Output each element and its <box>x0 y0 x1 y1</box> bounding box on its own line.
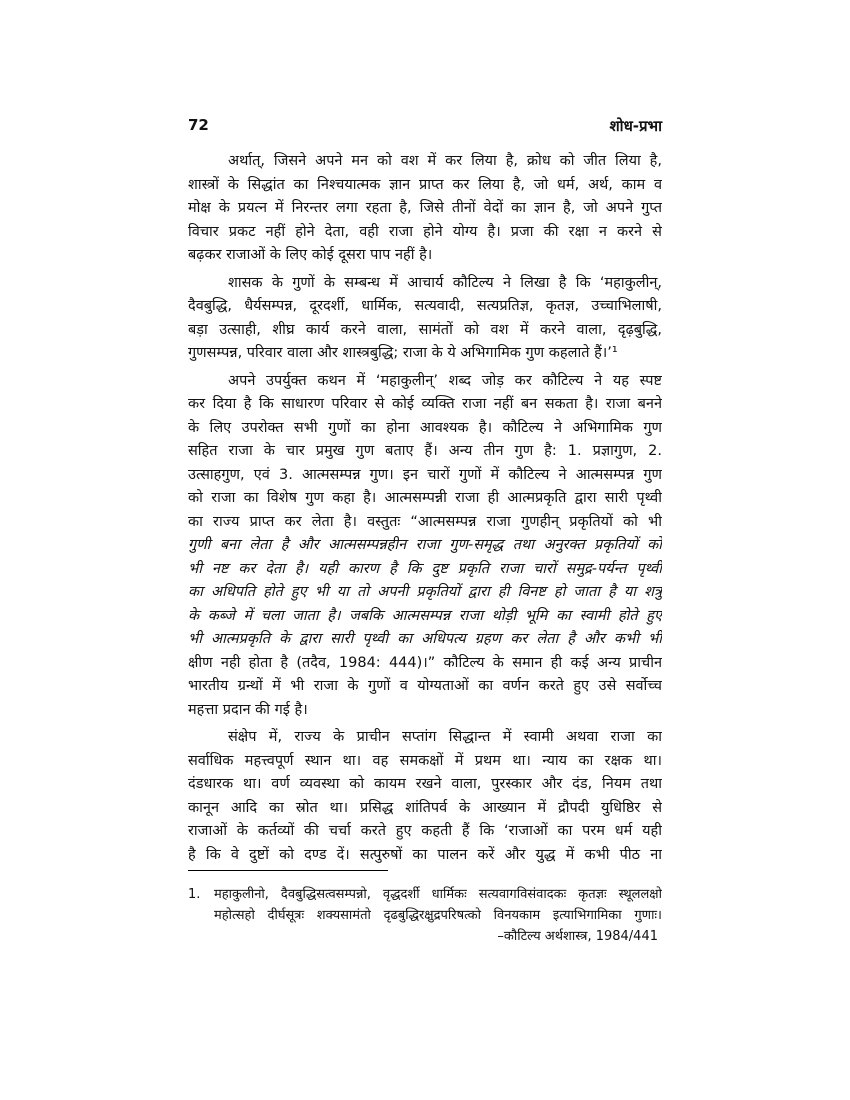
footnote <box>188 884 662 947</box>
text-line: गुणसम्पन्न, परिवार वाला और शास्त्रबुद्धि; राजा के ये अभिगामिक गुण कहलाते हैं।’¹ <box>188 345 618 361</box>
paragraph-3 <box>188 370 662 723</box>
quoted-text-line: का अधिपति होते हुए भी या तो अपनी प्रकृतियों द्वारा ही विनष्ट हो जाता है या शत्रु <box>188 584 662 600</box>
footnote-text: महाकुलीनो, दैवबुद्धिसत्वसम्पन्नो, वृद्धदर्शी धार्मिकः सत्यवागविसंवादकः कृतज्ञः स्थूललक्षो <box>214 887 662 902</box>
quoted-text-line: के कब्जे में चला जाता है। जबकि आत्मसम्पन्न राजा थोड़ी भूमि का स्वामी होते हुए <box>188 607 662 624</box>
text-line: दंडधारक था। वर्ण व्यवस्था को कायम रखने वाला, पुरस्कार और दंड, नियम तथा <box>188 776 662 792</box>
text-line: राजाओं के कर्तव्यों की चर्चा करते हुए कहती हैं कि ‘राजाओं का परम धर्म यही <box>188 823 662 839</box>
text-line: महत्ता प्रदान की गई है। <box>188 701 308 718</box>
text-line: को राजा का विशेष गुण कहा है। आत्मसम्पन्नी राजा ही आत्मप्रकृति द्वारा सारी पृथ्वी <box>188 490 662 506</box>
text-line: का राज्य प्राप्त कर लेता है। वस्तुतः “आत्मसम्पन्न राजा गुणहीन् प्रकृतियों को भी <box>188 513 662 530</box>
quoted-text-line: भी आत्मप्रकृति के द्वारा सारी पृथ्वी का अधिपत्य ग्रहण कर लेता है और कभी भी <box>188 631 662 647</box>
text-line: विचार प्रकट नहीं होने देता, वही राजा होने योग्य है। प्रजा की रक्षा न करने से <box>188 223 662 240</box>
footnote-line <box>188 884 662 905</box>
running-title: शोध-प्रभा <box>609 117 662 135</box>
text-line: शासक के गुणों के सम्बन्ध में आचार्य कौटिल्य ने लिखा है कि ‘महाकुलीन्, <box>228 274 662 291</box>
text-line: उत्साहगुण, एवं 3. आत्मसम्पन्न गुण। इन चारों गुणों में कौटिल्य ने आत्मसम्पन्न गुण <box>188 466 662 483</box>
text-line: बढ़कर राजाओं के लिए कोई दूसरा पाप नहीं है। <box>188 247 433 263</box>
text-line: के लिए उपरोक्त सभी गुणों का होना आवश्यक है। कौटिल्य ने अभिगामिक गुण <box>188 419 662 436</box>
quoted-text-line: भी नष्ट कर देता है। यही कारण है कि दुष्ट प्रकृति राजा चारों समुद्र-पर्यन्त पृथ्वी <box>188 560 662 577</box>
text-line: कर दिया है कि साधारण परिवार से कोई व्यक्ति राजा नहीं बन सकता है। राजा बनने <box>188 396 662 412</box>
text-line: दैवबुद्धि, धैर्यसम्पन्न, दूरदर्शी, धार्मिक, सत्यवादी, सत्यप्रतिज्ञ, कृतज्ञ, उच्चाभिलाषी, <box>188 298 662 314</box>
text-line: सर्वाधिक महत्त्वपूर्ण स्थान था। वह समकक्षों में प्रथम था। न्याय का रक्षक था। <box>188 752 662 769</box>
footnote-number: 1. <box>188 887 201 902</box>
text-line: भारतीय ग्रन्थों में भी राजा के गुणों व योग्यताओं का वर्णन करते हुए उसे सर्वोच्च <box>188 678 662 694</box>
paragraph-1 <box>188 150 662 268</box>
paragraph-4 <box>188 726 662 867</box>
body-text <box>188 150 662 871</box>
footnote-line: महोत्सहो दीर्घसूत्रः शक्यसामंतो दृढबुद्धिरक्षुद्रपरिषत्को विनयकाम इत्याभिगामिका गुणाः। <box>214 908 662 923</box>
page-number: 72 <box>188 116 209 134</box>
text-line: सहित राजा के चार प्रमुख गुण बताए हैं। अन्य तीन गुण है: 1. प्रज्ञागुण, 2. <box>188 443 662 459</box>
text-line: मोक्ष के प्रयत्न में निरन्तर लगा रहता है, जिसे तीनों वेदों का ज्ञान है, जो अपने गुप्त <box>188 200 662 216</box>
page-header <box>188 116 662 140</box>
text-line: शास्त्रों के सिद्धांत का निश्चयात्मक ज्ञान प्राप्त कर लिया है, जो धर्म, अर्थ, काम व <box>188 176 662 193</box>
quoted-text-line: गुणी बना लेता है और आत्मसम्पन्नहीन राजा गुण-समृद्ध तथा अनुरक्त प्रकृतियों को <box>188 537 662 553</box>
paragraph-2 <box>188 272 662 366</box>
text-line: संक्षेप में, राज्य के प्राचीन सप्तांग सिद्धान्त में स्वामी अथवा राजा का <box>228 729 662 745</box>
text-line: बड़ा उत्साही, शीघ्र कार्य करने वाला, सामंतों को वश में करने वाला, दृढ़बुद्धि, <box>188 321 662 338</box>
text-line: अपने उपर्युक्त कथन में ‘महाकुलीन्’ शब्द जोड़ कर कौटिल्य ने यह स्पष्ट <box>228 372 662 389</box>
footnote-divider <box>188 870 388 871</box>
footnote-attribution: –कौटिल्य अर्थशास्त्र, 1984/441 <box>497 929 658 944</box>
text-line: अर्थात्, जिसने अपने मन को वश में कर लिया है, क्रोध को जीत लिया है, <box>228 153 662 169</box>
text-line: है कि वे दुष्टों को दण्ड दें। सत्पुरुषों का पालन करें और युद्ध में कभी पीठ ना <box>188 846 662 863</box>
text-line: क्षीण नही होता है (तदैव, 1984: 444)।” कौटिल्य के समान ही कई अन्य प्राचीन <box>188 654 662 671</box>
text-line: कानून आदि का स्रोत था। प्रसिद्ध शांतिपर्व के आख्यान में द्रौपदी युधिष्ठिर से <box>188 799 662 816</box>
